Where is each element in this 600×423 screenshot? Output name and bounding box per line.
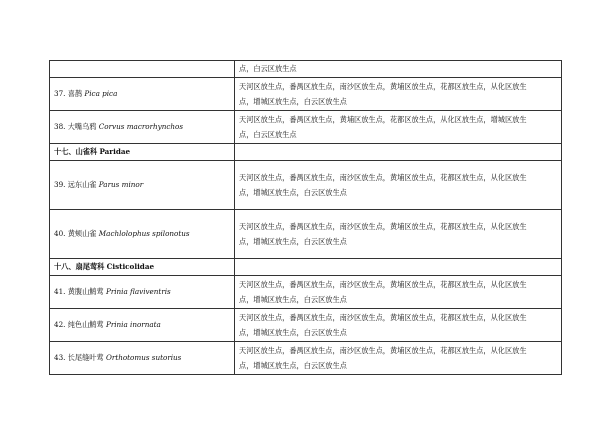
species-cell xyxy=(50,276,235,309)
table-row xyxy=(50,210,562,259)
table-row xyxy=(50,342,562,375)
species-cell xyxy=(50,342,235,375)
species-number: 38. xyxy=(54,122,66,132)
species-cell xyxy=(50,111,235,144)
family-scientific-name: Cisticolidae xyxy=(106,262,155,272)
species-chinese-name: 黄颊山雀 xyxy=(67,229,97,239)
species-cell xyxy=(50,161,235,210)
release-sites-cell: 点，白云区放生点 xyxy=(235,61,562,78)
table-row xyxy=(50,78,562,111)
species-cell xyxy=(50,78,235,111)
family-row xyxy=(50,144,562,161)
species-chinese-name: 纯色山鹪莺 xyxy=(67,320,104,330)
species-number: 41. xyxy=(54,287,66,297)
release-sites-cell: 天河区放生点，番禺区放生点，南沙区放生点，黄埔区放生点，花都区放生点，从化区放生 点，增城区放生点，白云区放生点 xyxy=(235,210,562,259)
species-scientific-name: Parus minor xyxy=(98,180,144,190)
species-scientific-name: Orthotomus sutorius xyxy=(105,353,182,363)
species-chinese-name: 长尾缝叶莺 xyxy=(67,353,104,363)
family-row xyxy=(50,259,562,276)
empty-cell xyxy=(235,259,562,276)
table-row xyxy=(50,276,562,309)
species-scientific-name: Machlolophus spilonotus xyxy=(98,229,190,239)
release-sites-cell: 天河区放生点，番禺区放生点，南沙区放生点，黄埔区放生点，花都区放生点，从化区放生 点，增城区放生点，白云区放生点 xyxy=(235,309,562,342)
species-chinese-name: 黄腹山鹪莺 xyxy=(67,287,104,297)
release-sites-cell: 天河区放生点，番禺区放生点，南沙区放生点，黄埔区放生点，花都区放生点，从化区放生 点，增城区放生点，白云区放生点 xyxy=(235,78,562,111)
species-chinese-name: 大嘴乌鸦 xyxy=(67,122,97,132)
species-number: 43. xyxy=(54,353,66,363)
species-number: 42. xyxy=(54,320,66,330)
species-number: 40. xyxy=(54,229,66,239)
species-chinese-name: 喜鹊 xyxy=(67,89,83,99)
species-number: 39. xyxy=(54,180,66,190)
release-sites-cell: 天河区放生点，番禺区放生点，南沙区放生点，黄埔区放生点，花都区放生点，从化区放生 点，增城区放生点，白云区放生点 xyxy=(235,161,562,210)
species-scientific-name: Corvus macrorhynchos xyxy=(98,122,184,132)
family-cell xyxy=(50,144,235,161)
empty-cell xyxy=(235,144,562,161)
species-table xyxy=(49,60,562,375)
species-cell xyxy=(50,61,235,78)
species-scientific-name: Pica pica xyxy=(84,89,118,99)
species-scientific-name: Prinia flaviventris xyxy=(105,287,171,297)
table-row xyxy=(50,161,562,210)
family-chinese-name: 十七、山雀科 xyxy=(54,147,98,157)
release-sites-cell: 天河区放生点，番禺区放生点，南沙区放生点，黄埔区放生点，花都区放生点，从化区放生 点，增城区放生点，白云区放生点 xyxy=(235,342,562,375)
family-chinese-name: 十八、扇尾莺科 xyxy=(54,262,105,272)
release-sites-cell: 天河区放生点，番禺区放生点，南沙区放生点，黄埔区放生点，花都区放生点，从化区放生 点，增城区放生点，白云区放生点 xyxy=(235,276,562,309)
table-row xyxy=(50,61,562,78)
species-cell xyxy=(50,210,235,259)
table-row xyxy=(50,111,562,144)
species-number: 37. xyxy=(54,89,66,99)
release-sites-cell: 天河区放生点，番禺区放生点，黄埔区放生点，花都区放生点，从化区放生点，增城区放生 点，白云区放生点 xyxy=(235,111,562,144)
species-cell xyxy=(50,309,235,342)
species-chinese-name: 远东山雀 xyxy=(67,180,97,190)
family-cell xyxy=(50,259,235,276)
family-scientific-name: Paridae xyxy=(99,147,131,157)
species-scientific-name: Prinia inornata xyxy=(105,320,161,330)
table-row xyxy=(50,309,562,342)
